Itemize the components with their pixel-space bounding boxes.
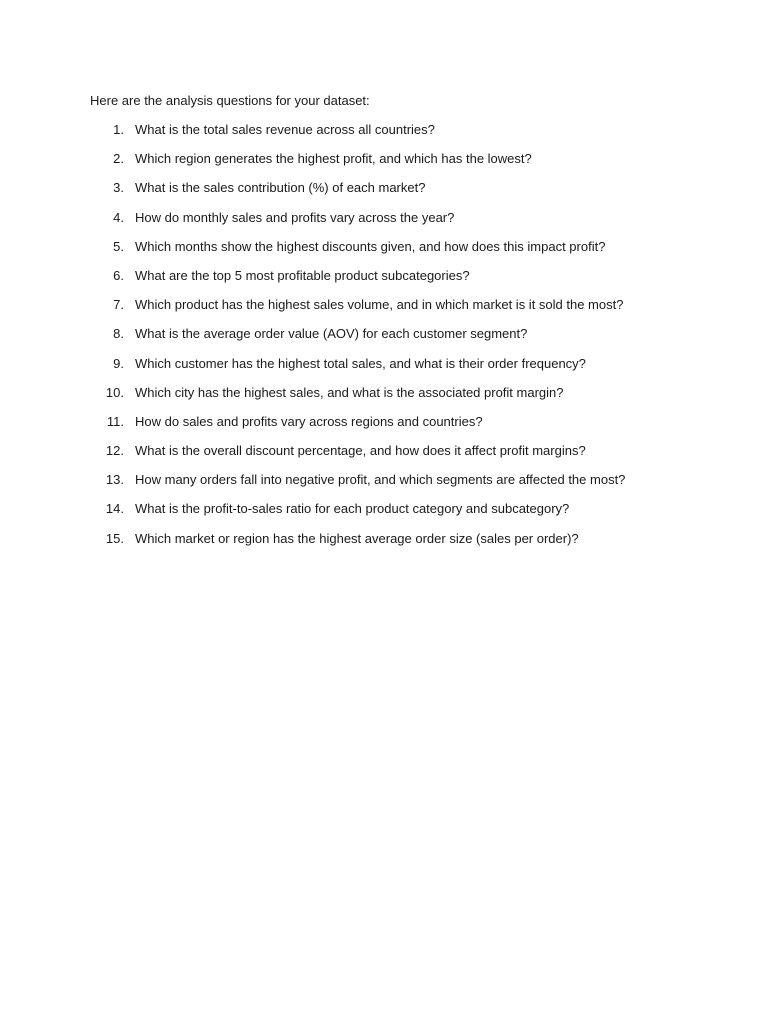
question-number: 13.: [105, 472, 124, 488]
question-item: [0, 471, 768, 500]
question-item: [0, 355, 768, 384]
question-item: [0, 150, 768, 179]
question-text: What is the overall discount percentage, and how does it affect profit margins?: [135, 443, 586, 459]
question-text: Which product has the highest sales volume, and in which market is it sold the most?: [135, 297, 624, 313]
question-text: Which months show the highest discounts given, and how does this impact profit?: [135, 238, 606, 254]
question-item: [0, 296, 768, 325]
question-text: How do monthly sales and profits vary across the year?: [135, 209, 455, 225]
question-number: 7.: [113, 297, 124, 313]
question-text: Which region generates the highest profit, and which has the lowest?: [135, 151, 532, 167]
question-item: [0, 500, 768, 529]
question-number: 3.: [113, 180, 124, 196]
question-text: Which city has the highest sales, and what is the associated profit margin?: [135, 384, 564, 400]
question-number: 5.: [113, 238, 124, 254]
question-item: [0, 121, 768, 150]
question-text: What are the top 5 most profitable product subcategories?: [135, 267, 470, 283]
question-item: [0, 209, 768, 238]
question-text: Which market or region has the highest average order size (sales per order)?: [135, 530, 579, 546]
question-text: What is the profit-to-sales ratio for each product category and subcategory?: [135, 501, 570, 517]
question-number: 2.: [113, 151, 124, 167]
question-text: Which customer has the highest total sales, and what is their order frequency?: [135, 355, 586, 371]
question-item: [0, 267, 768, 296]
question-text: How do sales and profits vary across regions and countries?: [135, 413, 483, 429]
question-number: 1.: [113, 122, 124, 137]
question-number: 4.: [113, 209, 124, 225]
question-item: [0, 179, 768, 208]
question-text: How many orders fall into negative profit, and which segments are affected the most?: [135, 472, 626, 488]
question-number: 15.: [105, 530, 124, 546]
question-number: 6.: [113, 267, 124, 283]
intro-text: Here are the analysis questions for your dataset:: [90, 93, 370, 108]
question-number: 11.: [106, 413, 124, 429]
question-item: [0, 325, 768, 354]
question-item: [0, 413, 768, 442]
question-number: 12.: [105, 443, 124, 459]
question-number: 10.: [105, 384, 124, 400]
question-text: What is the average order value (AOV) for each customer segment?: [135, 326, 528, 342]
question-text: What is the sales contribution (%) of each market?: [135, 180, 426, 196]
question-number: 8.: [113, 326, 124, 342]
question-number: 9.: [113, 355, 124, 371]
question-text: What is the total sales revenue across all countries?: [135, 122, 435, 137]
question-list: [0, 121, 768, 559]
question-item: [0, 530, 768, 559]
question-number: 14.: [105, 501, 124, 517]
question-item: [0, 442, 768, 471]
question-item: [0, 384, 768, 413]
question-item: [0, 238, 768, 267]
